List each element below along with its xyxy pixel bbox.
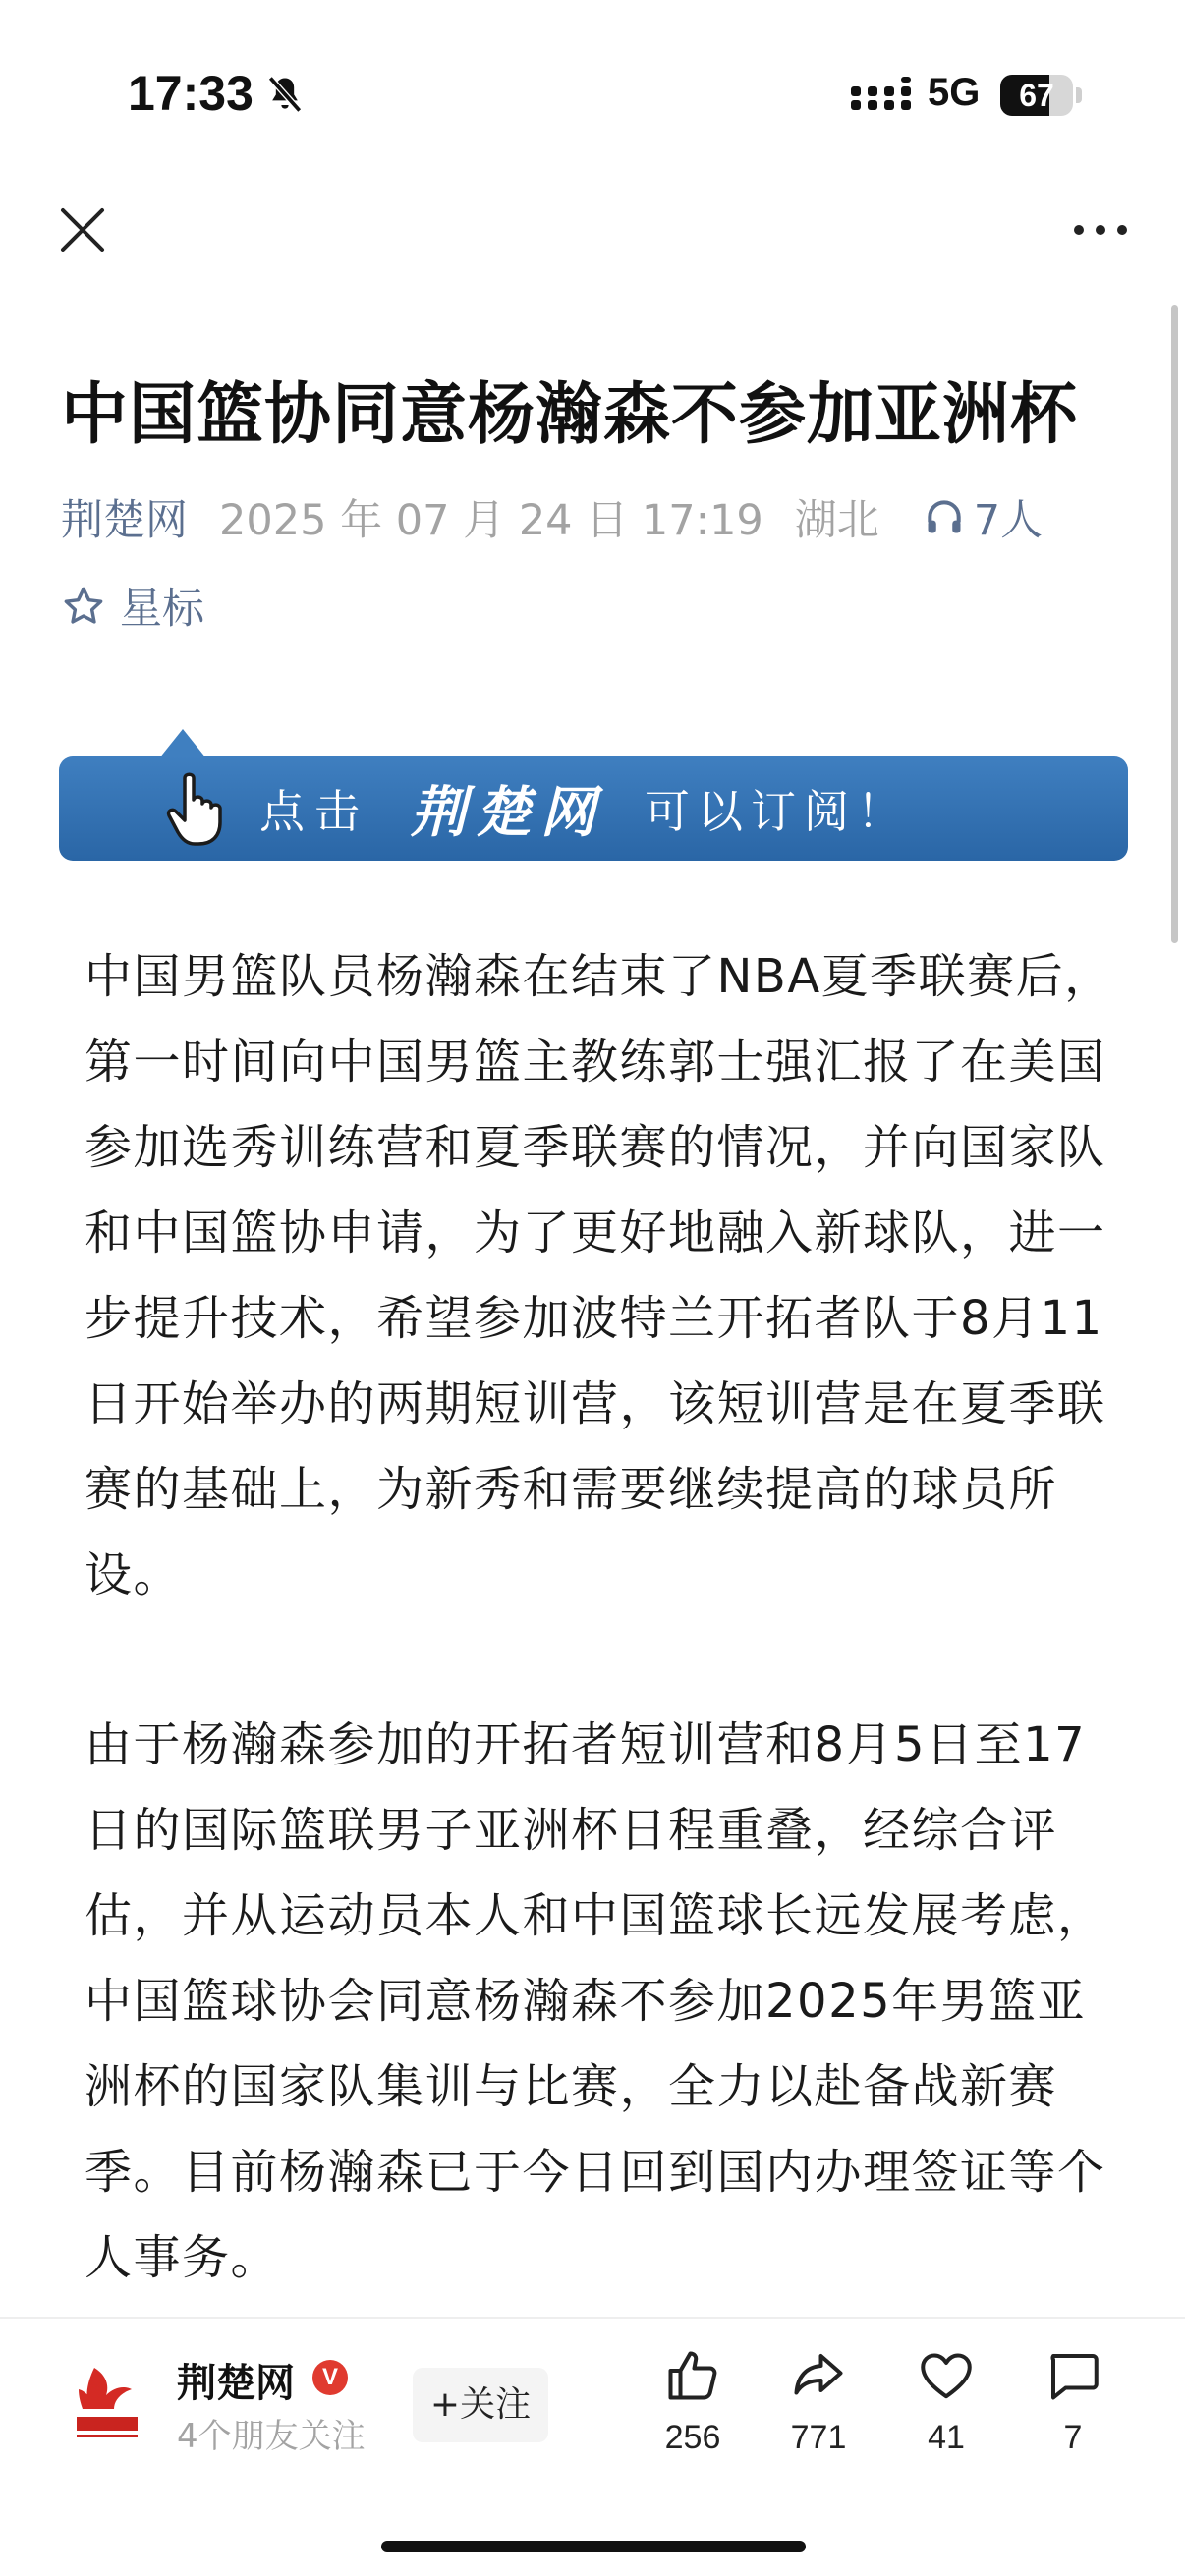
more-dots-icon[interactable] bbox=[1071, 214, 1130, 246]
publish-date: 2025 年 07 月 24 日 17:19 bbox=[219, 495, 763, 545]
headphones-icon bbox=[923, 495, 966, 538]
author-avatar[interactable] bbox=[71, 2360, 143, 2442]
pointing-hand-icon bbox=[163, 770, 232, 847]
region-label: 湖北 bbox=[794, 495, 879, 545]
share-icon bbox=[789, 2346, 848, 2405]
author-name[interactable]: 荆楚网 bbox=[177, 2361, 295, 2406]
share-button[interactable] bbox=[760, 2346, 877, 2457]
verified-badge: V bbox=[312, 2360, 348, 2395]
favorite-button[interactable] bbox=[887, 2346, 1005, 2457]
like-count: 256 bbox=[664, 2419, 721, 2456]
comment-button[interactable] bbox=[1014, 2346, 1132, 2457]
home-indicator[interactable] bbox=[381, 2541, 806, 2552]
article-title: 中国篮协同意杨瀚森不参加亚洲杯 bbox=[61, 376, 1079, 454]
star-label: 星标 bbox=[120, 585, 204, 634]
battery-icon bbox=[1000, 75, 1073, 116]
share-count: 771 bbox=[790, 2419, 847, 2456]
article-meta bbox=[61, 487, 1043, 546]
battery-percent: 67 bbox=[1019, 78, 1054, 113]
banner-suffix: 可以订阅！ bbox=[645, 785, 910, 838]
listen-count[interactable] bbox=[923, 487, 1043, 547]
banner-prefix: 点击 bbox=[259, 785, 369, 838]
scrollbar[interactable] bbox=[1171, 305, 1178, 943]
bell-slash-icon bbox=[263, 73, 307, 116]
heart-icon bbox=[917, 2346, 976, 2405]
banner-notch bbox=[159, 729, 206, 758]
article-paragraph: 由于杨瀚森参加的开拓者短训营和8月5日至17日的国际篮联男子亚洲杯日程重叠，经综合评估，并从运动员本人和中国篮球长远发展考虑，中国篮球协会同意杨瀚森不参加2025年男篮亚洲杯的国家队集训与比赛，全力以赴备战新赛季。目前杨瀚森已于今日回到国内办理签证等个人事务。 bbox=[85, 1717, 1106, 2285]
battery-cap bbox=[1076, 87, 1082, 103]
network-type: 5G bbox=[928, 71, 981, 114]
follow-button[interactable]: +关注 bbox=[413, 2368, 548, 2442]
favorite-count: 41 bbox=[928, 2419, 965, 2456]
star-button[interactable] bbox=[61, 576, 204, 636]
comment-icon bbox=[1044, 2346, 1102, 2405]
article-paragraph: 中国男篮队员杨瀚森在结束了NBA夏季联赛后，第一时间向中国男篮主教练郭士强汇报了在美国参加选秀训练营和夏季联赛的情况，并向国家队和中国篮协申请，为了更好地融入新球队，进一步提升技术，希望参加波特兰开拓者队于8月11日开始举办的两期短训营，该短训营是在夏季联赛的基础上，为新秀和需要继续提高的球员所设。 bbox=[85, 949, 1113, 1602]
subscribe-banner[interactable] bbox=[59, 756, 1128, 861]
close-icon[interactable] bbox=[55, 202, 110, 257]
banner-logo-text: 荆楚网 bbox=[411, 780, 605, 845]
star-icon bbox=[61, 584, 106, 629]
listen-count-label: 7人 bbox=[973, 495, 1044, 545]
comment-count: 7 bbox=[1063, 2419, 1083, 2456]
source-link[interactable]: 荆楚网 bbox=[61, 495, 188, 545]
bottom-divider bbox=[0, 2317, 1185, 2319]
friends-following: 4个朋友关注 bbox=[177, 2417, 366, 2456]
like-button[interactable] bbox=[634, 2346, 752, 2457]
signal-bars-icon bbox=[851, 77, 912, 116]
thumbs-up-icon bbox=[663, 2346, 722, 2405]
status-time: 17:33 bbox=[128, 66, 254, 121]
